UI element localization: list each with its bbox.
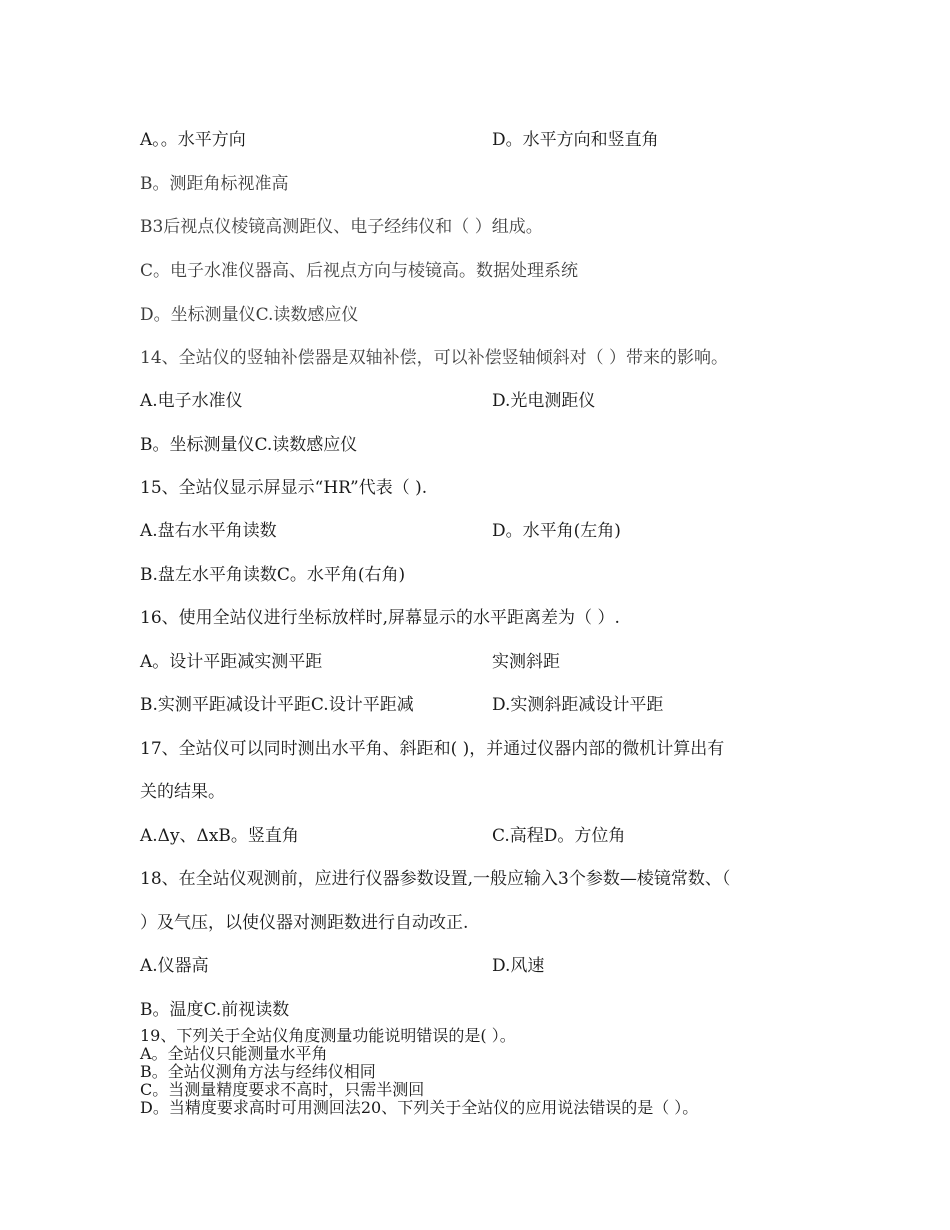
text-line: B3后视点仪棱镜高测距仪、电子经纬仪和（ ）组成。 — [140, 217, 543, 237]
option-ab: A.Δy、ΔxB。竖直角 — [140, 826, 299, 846]
option-a: A.电子水准仪 — [140, 391, 243, 411]
question-14: 14、全站仪的竖轴补偿器是双轴补偿，可以补偿竖轴倾斜对（ ）带来的影响。 — [140, 348, 729, 368]
question-16: 16、使用全站仪进行坐标放样时,屏幕显示的水平距离差为（ ）. — [140, 608, 620, 628]
option-d: D.光电测距仪 — [492, 391, 596, 411]
option-a: A。设计平距减实测平距 — [140, 652, 323, 672]
text-line: A。。水平方向 — [140, 130, 246, 150]
option-c: C。当测量精度要求不高时，只需半测回 — [140, 1080, 425, 1099]
option-bc: B。坐标测量仪C.读数感应仪 — [140, 435, 358, 455]
text-line: C。电子水准仪器高、后视点方向与棱镜高。数据处理系统 — [140, 261, 579, 281]
option-c-continued: 实测斜距 — [492, 652, 560, 672]
option-bc: B.实测平距减设计平距C.设计平距减 — [140, 695, 414, 715]
option-d: D.风速 — [492, 956, 545, 976]
option-d: D。水平角(左角) — [492, 521, 621, 541]
question-17: 17、全站仪可以同时测出水平角、斜距和( )，并通过仪器内部的微机计算出有 — [140, 739, 725, 759]
option-bc: B.盘左水平角读数C。水平角(右角) — [140, 565, 406, 585]
option-b: B。全站仪测角方法与经纬仪相同 — [140, 1062, 376, 1081]
text-line: D。水平方向和竖直角 — [492, 130, 659, 150]
option-a: A。全站仪只能测量水平角 — [140, 1044, 328, 1063]
option-cd: C.高程D。方位角 — [492, 826, 626, 846]
option-d: D。当精度要求高时可用测回法20、下列关于全站仪的应用说法错误的是（ ）。 — [140, 1098, 699, 1117]
question-15: 15、全站仪显示屏显示“HR”代表（ ). — [140, 478, 428, 498]
text-line: D。坐标测量仪C.读数感应仪 — [140, 305, 359, 325]
question-17-continued: 关的结果。 — [140, 782, 225, 802]
option-a: A.盘右水平角读数 — [140, 521, 277, 541]
option-a: A.仪器高 — [140, 956, 209, 976]
option-d: D.实测斜距减设计平距 — [492, 695, 664, 715]
question-19: 19、下列关于全站仪角度测量功能说明错误的是( ）。 — [140, 1026, 516, 1045]
question-18: 18、在全站仪观测前，应进行仪器参数设置,一般应输入3个参数—棱镜常数、（ — [140, 869, 731, 889]
option-bc: B。温度C.前视读数 — [140, 1000, 290, 1020]
question-18-continued: ）及气压，以使仪器对测距数进行自动改正. — [140, 913, 469, 933]
text-line: B。测距角标视准高 — [140, 174, 289, 194]
